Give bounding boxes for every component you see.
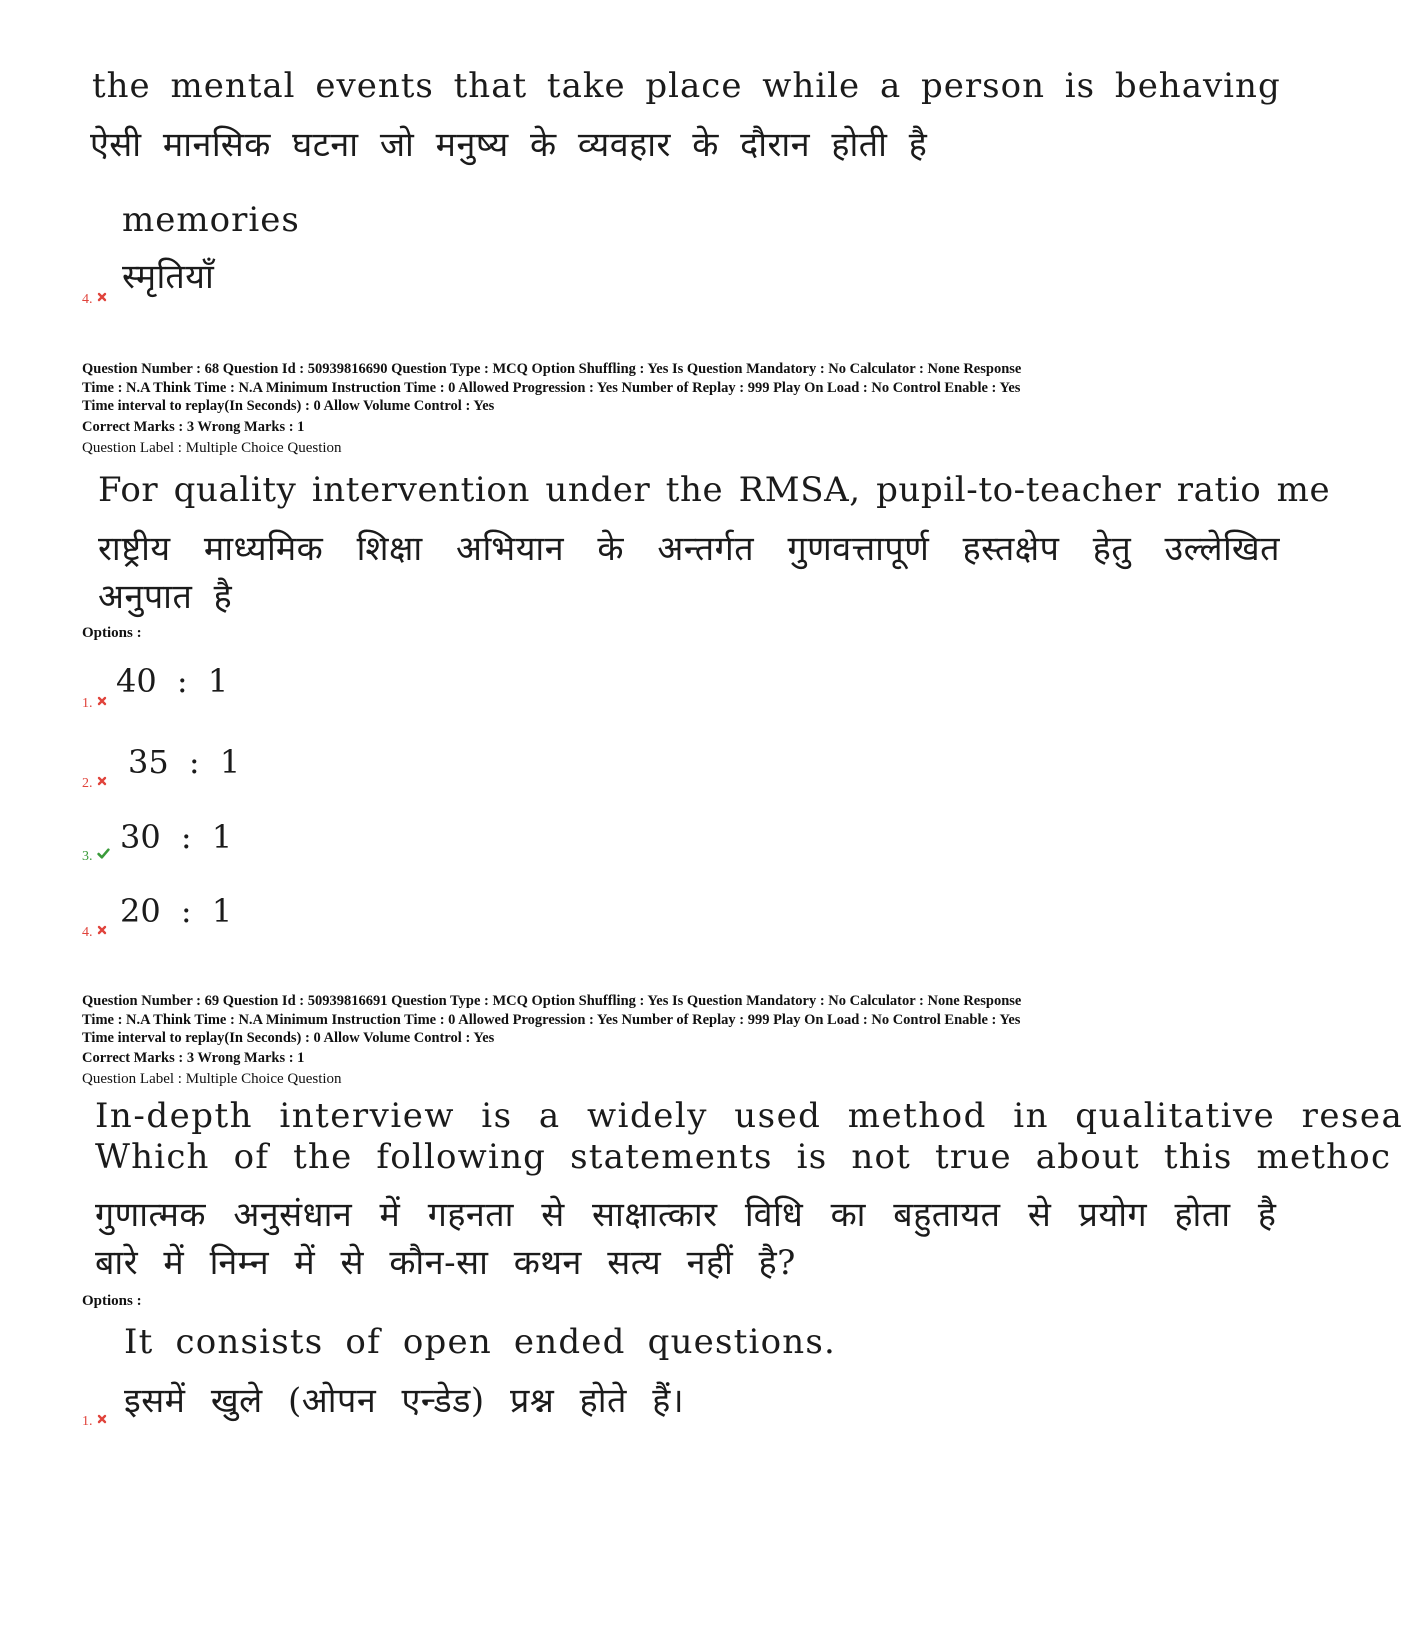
check-icon (97, 848, 110, 859)
q68-label: Question Label : Multiple Choice Question (82, 440, 342, 456)
option-number: 1. (82, 696, 93, 711)
cross-icon (97, 696, 107, 706)
prev-option3-english: the mental events that take place while a person is behaving (92, 66, 1281, 106)
q68-option1-text: 40 : 1 (116, 662, 229, 700)
q69-marks: Correct Marks : 3 Wrong Marks : 1 (82, 1050, 305, 1066)
q68-question-english-box (98, 470, 1331, 516)
q69-options-heading: Options : (82, 1293, 142, 1309)
q68-option2-text: 35 : 1 (128, 743, 241, 781)
cross-icon (97, 292, 107, 302)
q68-options-heading: Options : (82, 625, 142, 641)
cross-icon (97, 925, 107, 935)
q68-question-english: For quality intervention under the RMSA, pupil-to-teacher ratio me (98, 470, 1331, 510)
q69-label: Question Label : Multiple Choice Question (82, 1071, 342, 1087)
q68-option2-number (82, 776, 107, 792)
q68-metadata (82, 360, 1021, 416)
prev-option4-hindi: स्मृतियाँ (122, 257, 215, 297)
q69-metadata (82, 992, 1021, 1048)
q69-question-english-box2 (95, 1137, 1392, 1181)
q69-question-hindi-box1 (95, 1190, 1277, 1238)
cross-icon (97, 1414, 107, 1424)
q69-question-english-line1: In-depth interview is a widely used method in qualitative resea (95, 1096, 1403, 1136)
q69-option1-number (82, 1414, 107, 1430)
option-number: 4. (82, 292, 93, 307)
q68-question-hindi-line2: अनुपात है (98, 577, 233, 617)
q68-option4-text: 20 : 1 (120, 892, 233, 930)
prev-option3-hindi: ऐसी मानसिक घटना जो मनुष्य के व्यवहार के दौरान होती है (90, 125, 928, 165)
q68-option4-number (82, 925, 107, 941)
prev-option4-english: memories (122, 200, 300, 240)
q68-option1-number (82, 696, 107, 712)
option-number: 4. (82, 925, 93, 940)
option-number: 1. (82, 1414, 93, 1429)
cross-icon (97, 776, 107, 786)
q69-option1-hindi: इसमें खुले (ओपन एन्डेड) प्रश्न होते हैं। (124, 1381, 685, 1421)
q68-question-hindi-box (98, 524, 1281, 572)
q69-meta-line1: Question Number : 69 Question Id : 50939816691 Question Type : MCQ Option Shuffling : Yes Is Question Mandatory : No Calculator : None Response (82, 993, 1022, 1009)
q68-option3-text: 30 : 1 (120, 818, 233, 856)
q68-meta-line1: Question Number : 68 Question Id : 50939816690 Question Type : MCQ Option Shuffling : Yes Is Question Mandatory : No Calculator : None Response (82, 361, 1022, 377)
q69-question-english-box1 (95, 1096, 1403, 1140)
q69-meta-line2: Time : N.A Think Time : N.A Minimum Instruction Time : 0 Allowed Progression : Yes Number of Replay : 999 Play On Load : No Control Enable : Yes (82, 1011, 1021, 1028)
q69-option1-english: It consists of open ended questions. (124, 1322, 836, 1362)
q69-meta-line3: Time interval to replay(In Seconds) : 0 Allow Volume Control : Yes (82, 1030, 495, 1046)
q68-question-hindi-line1: राष्ट्रीय माध्यमिक शिक्षा अभियान के अन्तर्गत गुणवत्तापूर्ण हस्तक्षेप हेतु उल्लेखित (98, 529, 1281, 569)
option-number: 2. (82, 776, 93, 791)
prev-option4-number (82, 292, 107, 308)
q68-meta-line2: Time : N.A Think Time : N.A Minimum Instruction Time : 0 Allowed Progression : Yes Number of Replay : 999 Play On Load : No Control Enable : Yes (82, 379, 1021, 396)
q68-meta-line3: Time interval to replay(In Seconds) : 0 Allow Volume Control : Yes (82, 398, 495, 414)
option-number: 3. (82, 849, 93, 864)
q68-marks: Correct Marks : 3 Wrong Marks : 1 (82, 419, 305, 435)
q69-question-hindi-line1: गुणात्मक अनुसंधान में गहनता से साक्षात्कार विधि का बहुतायत से प्रयोग होता है (95, 1195, 1277, 1235)
q68-option3-number (82, 848, 110, 865)
q69-question-hindi-line2: बारे में निम्न में से कौन-सा कथन सत्य नहीं है? (95, 1243, 796, 1283)
q69-question-english-line2: Which of the following statements is not true about this methoc (95, 1137, 1392, 1177)
